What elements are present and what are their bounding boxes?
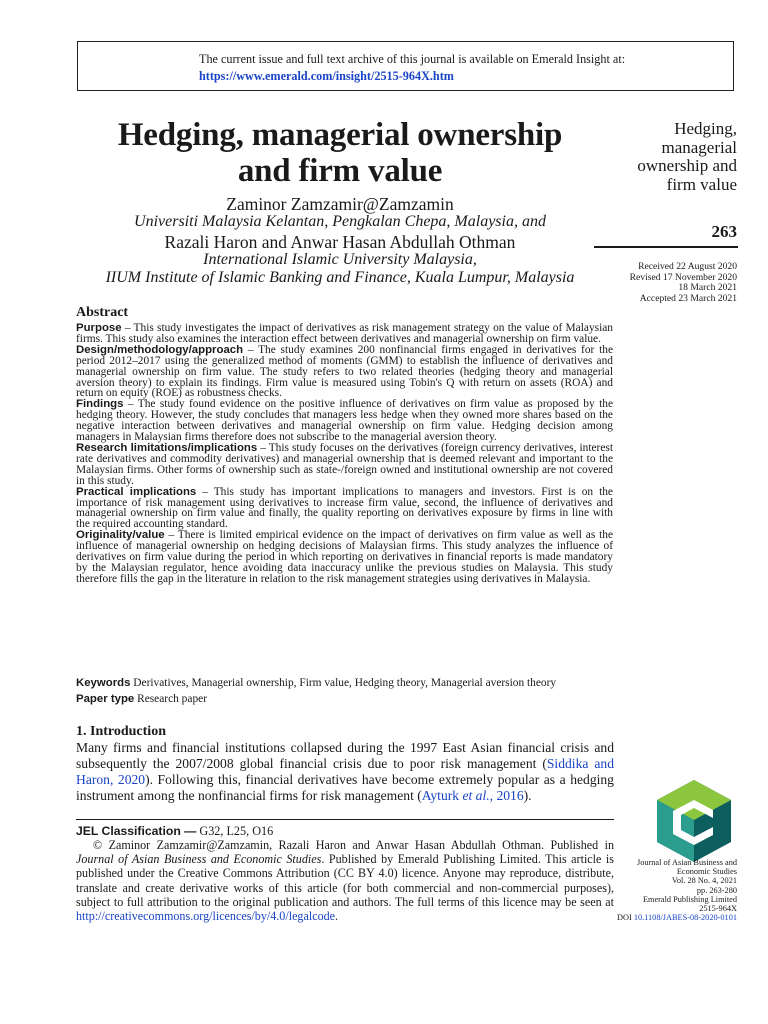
- intro-heading: 1. Introduction: [76, 724, 166, 739]
- section-text: – This study has important implications to managers and investors. First is on the importance of risk management using derivatives to increase firm value, second, the influence of derivatives and managerial ownership on firm value and finally, the quality reporting on derivatives exposure by firms in line with the required accounting standard.: [76, 485, 613, 531]
- copyright-text: © Zaminor Zamzamir@Zamzamin, Razali Haron and Anwar Hasan Abdullah Othman. Published in: [93, 838, 614, 852]
- paper-type-label: Paper type: [76, 692, 135, 705]
- affiliation-2b: IIUM Institute of Islamic Banking and Finance, Kuala Lumpur, Malaysia: [105, 269, 575, 286]
- section-label: Design/methodology/approach: [76, 343, 244, 356]
- section-text: – There is limited empirical evidence on the impact of derivatives on firm value as well as the influence of managerial ownership on hedging decisions of Malaysian firms. This study analyzes the influence of derivatives on firm value during the period in which reporting on derivatives in financial reports is made mandatory by the Malaysian regulator, hence avoiding data inaccuracy unlike the previous studies on Malaysia. This study therefore fills the gap in the literature in relation to the risk management strategies using derivatives in Malaysia.: [76, 529, 613, 585]
- licence-link[interactable]: http://creativecommons.org/licences/by/4.0/legalcode: [76, 909, 336, 924]
- copyright-text: .: [335, 909, 339, 924]
- copyright-text: . Published by Emerald Publishing Limited. This article is published under the Creative Commons Attribution (CC BY 4.0) licence. Anyone may reproduce, distribute, translate and create derivative works of this article (for both commercial and non-commercial purposes), subject to full attribution to the original publication and authors. The full terms of this licence may be seen at: [76, 852, 614, 909]
- running-title-line: Hedging,: [674, 119, 737, 138]
- intro-paragraph: [76, 740, 614, 804]
- doi-label: DOI: [616, 913, 634, 923]
- intro-text: ).: [523, 788, 532, 803]
- keywords-text: Derivatives, Managerial ownership, Firm value, Hedging theory, Managerial aversion theory: [130, 677, 557, 689]
- running-title-line: firm value: [666, 174, 737, 194]
- section-text: – The study found evidence on the positive influence of derivatives on firm value as proposed by the hedging theory. However, the study concludes that managers less hedge when they owned more shares based on the negative interaction between derivatives and managerial ownership on firm value. Hedging decision among managers in Malaysian firms therefore does not subscribe to the managerial aversion theory.: [76, 398, 613, 444]
- copyright-notice: [76, 838, 614, 923]
- citation-year: , 2016: [489, 788, 524, 803]
- date-revised: Revised 17 November 2020: [629, 271, 737, 283]
- journal-info-line: Vol. 28 No. 4, 2021: [671, 876, 737, 886]
- jel-classification: [76, 824, 273, 839]
- date-revised-2: 18 March 2021: [678, 282, 737, 294]
- keywords-line: [76, 676, 636, 692]
- citation-link[interactable]: [422, 788, 524, 803]
- journal-info-line: 2515-964X: [699, 904, 737, 914]
- notice-text: The current issue and full text archive of this journal is available on Emerald Insight at:: [199, 52, 626, 66]
- citation-etal: et al.: [462, 788, 490, 803]
- page-number-rule: [594, 246, 738, 248]
- jel-label: JEL Classification —: [76, 824, 197, 838]
- date-received: Received 22 August 2020: [638, 261, 737, 272]
- paper-title-line-2: and firm value: [237, 153, 443, 189]
- affiliation-2a: International Islamic University Malaysia,: [203, 251, 477, 268]
- section-text: – The study examines 200 nonfinancial firms engaged in derivatives for the period 2012–2017 using the generalized method of moments (GMM) to establish the influence of derivatives and managerial ownership on firm value. The study refers to two related theories (hedging theory and managerial aversion theory) to explain its findings. Firm value is measured using Tobin's Q with return on assets (ROA) and return on equity (ROE) as robustness checks.: [76, 343, 613, 400]
- affiliation-1: Universiti Malaysia Kelantan, Pengkalan Chepa, Malaysia, and: [134, 213, 546, 230]
- section-text: – This study investigates the impact of derivatives as risk management strategy on the value of Malaysian firms. This study also examines the interaction effect between derivatives and managerial ownership on firm value.: [76, 322, 613, 345]
- journal-info-line: Journal of Asian Business and: [636, 858, 737, 867]
- running-title: [577, 120, 737, 194]
- intro-text: ). Following this, financial derivatives have become extremely popular as a hedging instrument among the nonfinancial firms for risk management (: [76, 772, 614, 803]
- footnote-rule: [76, 819, 614, 820]
- abstract-findings: [76, 399, 613, 443]
- keywords-block: [76, 676, 636, 707]
- paper-type-text: Research paper: [134, 692, 207, 705]
- citation-link[interactable]: Siddika and Haron, 2020: [76, 756, 614, 787]
- section-label: Purpose: [76, 322, 122, 334]
- journal-notice-box: [77, 41, 734, 91]
- section-label: Findings: [76, 398, 124, 411]
- journal-name: Journal of Asian Business and Economic Studies: [76, 852, 322, 867]
- abstract-limitations: [76, 443, 613, 487]
- intro-text: Many firms and financial institutions collapsed during the 1997 East Asian financial crisis and subsequently the 2007/2008 global financial crisis due to poor risk management (: [76, 740, 614, 771]
- paper-type-line: [76, 692, 636, 708]
- section-text: – This study focuses on the derivatives (foreign currency derivatives, interest rate derivatives and commodity derivatives) and managerial ownership that is deemed relevant and important to the Malaysian firms. Other forms of ownership such as state-/foreign owned and institutional ownership are not covered in this study.: [76, 441, 613, 487]
- date-accepted: Accepted 23 March 2021: [639, 292, 737, 304]
- journal-info-line: pp. 263-280: [696, 885, 737, 895]
- running-title-line: managerial: [661, 137, 737, 157]
- citation-author: Ayturk: [421, 788, 463, 803]
- page-number: 263: [711, 222, 737, 241]
- section-label: Originality/value: [76, 529, 165, 542]
- abstract-heading: Abstract: [76, 305, 129, 320]
- abstract-originality: [76, 530, 613, 585]
- article-dates: [557, 262, 737, 304]
- doi-line: [577, 913, 737, 922]
- paper-title-line-1: Hedging, managerial ownership: [117, 117, 563, 153]
- abstract-purpose: [76, 323, 613, 345]
- journal-info: [577, 858, 737, 922]
- crossmark-logo-icon[interactable]: [651, 778, 737, 864]
- jel-codes: G32, L25, O16: [196, 824, 274, 838]
- journal-url-link[interactable]: https://www.emerald.com/insight/2515-964X.htm: [199, 69, 454, 83]
- abstract-body: [76, 323, 613, 585]
- author-1: Zaminor Zamzamir@Zamzamin: [226, 194, 454, 214]
- running-title-line: ownership and: [637, 156, 737, 175]
- abstract-design: [76, 345, 613, 400]
- journal-info-line: Emerald Publishing Limited: [642, 894, 737, 904]
- section-label: Practical implications: [76, 485, 197, 498]
- author-2: Razali Haron and Anwar Hasan Abdullah Othman: [164, 232, 516, 252]
- section-label: Research limitations/implications: [76, 441, 258, 454]
- abstract-practical: [76, 487, 613, 531]
- journal-info-line: Economic Studies: [676, 867, 737, 877]
- keywords-label: Keywords: [76, 677, 131, 689]
- doi-link[interactable]: 10.1108/JABES-08-2020-0101: [633, 913, 737, 923]
